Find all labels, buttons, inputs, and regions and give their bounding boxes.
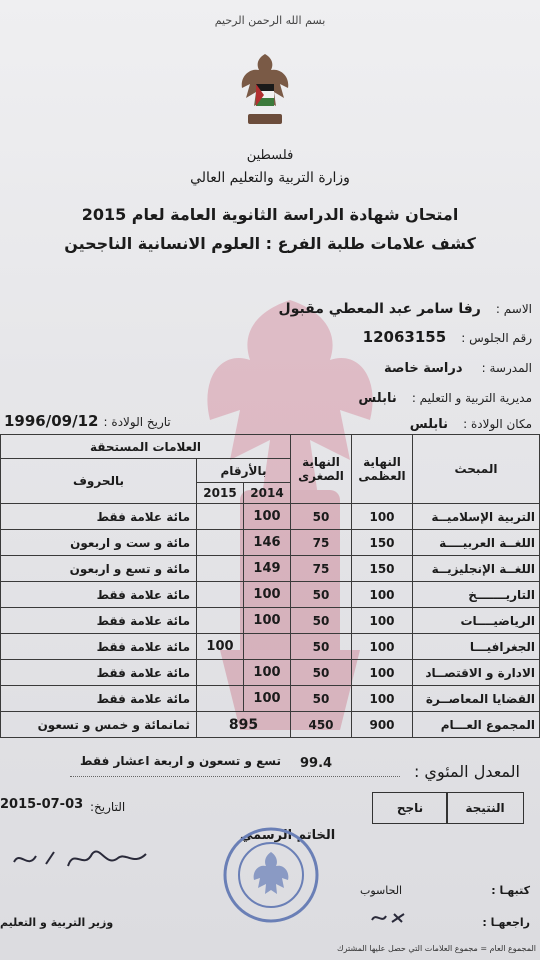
grade-2014-cell: 146 bbox=[244, 530, 291, 556]
school-row bbox=[12, 357, 532, 376]
grade-2015-cell bbox=[197, 530, 244, 556]
grade-2015-cell bbox=[197, 582, 244, 608]
name-row bbox=[12, 298, 532, 317]
grade-2014-cell: 149 bbox=[244, 556, 291, 582]
subject-cell: الرياضيــــات bbox=[413, 608, 540, 634]
col-earned: العلامات المستحقة bbox=[1, 435, 291, 459]
school-label: المدرسة : bbox=[481, 361, 532, 375]
grade-2015-cell: 100 bbox=[197, 634, 244, 660]
min-cell: 50 bbox=[291, 634, 352, 660]
date-value: 2015-07-03 bbox=[0, 797, 84, 812]
seat-number: 12063155 bbox=[362, 328, 447, 346]
grade-2015-cell bbox=[197, 504, 244, 530]
max-cell: 100 bbox=[352, 504, 413, 530]
grade-2014-cell: 100 bbox=[244, 582, 291, 608]
min-cell: 50 bbox=[291, 686, 352, 712]
col-min: النهاية الصغرى bbox=[291, 435, 352, 504]
min-cell: 50 bbox=[291, 660, 352, 686]
subject-cell: الادارة و الاقتصــاد bbox=[413, 660, 540, 686]
grade-2014-cell: 100 bbox=[244, 660, 291, 686]
table-row bbox=[1, 530, 540, 556]
ministry-name: وزارة التربية والتعليم العالي bbox=[190, 170, 350, 186]
subject-cell: التربية الإسلاميــة bbox=[413, 504, 540, 530]
subject-cell: القضايا المعاصــرة bbox=[413, 686, 540, 712]
directorate-row bbox=[12, 387, 532, 406]
table-row bbox=[1, 608, 540, 634]
col-max: النهاية العظمى bbox=[352, 435, 413, 504]
grade-words-cell: مائة و تسع و اربعون bbox=[1, 556, 197, 582]
max-cell: 150 bbox=[352, 556, 413, 582]
table-row bbox=[1, 582, 540, 608]
directorate-label: مديرية التربية و التعليم : bbox=[411, 391, 532, 405]
grade-words-cell: مائة علامة فقط bbox=[1, 660, 197, 686]
grade-words-cell: مائة علامة فقط bbox=[1, 686, 197, 712]
student-name: رفا سامر عبد المعطي مقبول bbox=[278, 301, 481, 317]
birthplace-value: نابلس bbox=[409, 417, 449, 432]
school-name: دراسة خاصة bbox=[384, 361, 463, 376]
birthdate-row bbox=[4, 411, 244, 430]
col-digits: بالأرقام bbox=[197, 459, 291, 483]
grade-2015-cell bbox=[197, 686, 244, 712]
footnote: المجموع العام = مجموع العلامات التي حصل عليها المشترك bbox=[337, 944, 536, 953]
min-cell: 50 bbox=[291, 504, 352, 530]
max-cell: 100 bbox=[352, 608, 413, 634]
signature-icon bbox=[10, 840, 150, 880]
total-digits: 895 bbox=[197, 712, 291, 738]
palestine-eagle-emblem-icon bbox=[232, 52, 298, 132]
grade-2014-cell: 100 bbox=[244, 608, 291, 634]
subject-cell: اللغــة العربيــــة bbox=[413, 530, 540, 556]
birthplace-label: مكان الولادة : bbox=[463, 417, 532, 431]
grade-words-cell: مائة علامة فقط bbox=[1, 504, 197, 530]
min-cell: 75 bbox=[291, 556, 352, 582]
table-row bbox=[1, 660, 540, 686]
col-subject: المبحث bbox=[413, 435, 540, 504]
directorate-name: نابلس bbox=[358, 391, 397, 406]
reviewer-initials-icon bbox=[370, 908, 410, 928]
grade-2015-cell bbox=[197, 556, 244, 582]
date-label: التاريخ: bbox=[90, 800, 126, 814]
total-min: 450 bbox=[291, 712, 352, 738]
table-row bbox=[1, 504, 540, 530]
grade-words-cell: مائة علامة فقط bbox=[1, 634, 197, 660]
min-cell: 75 bbox=[291, 530, 352, 556]
grade-2015-cell bbox=[197, 608, 244, 634]
grade-2014-cell: 100 bbox=[244, 686, 291, 712]
grade-2014-cell: 100 bbox=[244, 504, 291, 530]
country-name: فلسطين bbox=[246, 148, 294, 163]
exam-subtitle: كشف علامات طلبة الفرع : العلوم الانسانية الناجحين bbox=[64, 234, 476, 253]
subject-cell: اللغــة الإنجليزيــة bbox=[413, 556, 540, 582]
grade-rows bbox=[1, 504, 540, 712]
seat-row bbox=[12, 327, 532, 346]
grades-table bbox=[0, 434, 540, 738]
subject-cell: التاريـــــــخ bbox=[413, 582, 540, 608]
written-by-value: الحاسوب bbox=[360, 884, 403, 897]
average-words: تسع و تسعون و اربعة اعشار فقط bbox=[80, 754, 282, 768]
official-seal-stamp-icon bbox=[222, 826, 320, 924]
total-row bbox=[1, 712, 540, 738]
minister-title: وزير التربية و التعليم bbox=[0, 916, 114, 929]
max-cell: 100 bbox=[352, 634, 413, 660]
table-row bbox=[1, 634, 540, 660]
birthdate-label: تاريخ الولادة : bbox=[103, 415, 171, 429]
max-cell: 100 bbox=[352, 686, 413, 712]
birthdate-value: 1996/09/12 bbox=[4, 412, 99, 430]
table-row bbox=[1, 556, 540, 582]
max-cell: 100 bbox=[352, 582, 413, 608]
birthplace-row bbox=[292, 413, 532, 432]
total-max: 900 bbox=[352, 712, 413, 738]
official-seal-label: الخاتم الرسمي bbox=[240, 828, 336, 843]
written-by-label: كتبهـا : bbox=[491, 884, 530, 897]
grade-words-cell: مائة و ست و اربعون bbox=[1, 530, 197, 556]
min-cell: 50 bbox=[291, 608, 352, 634]
table-row bbox=[1, 686, 540, 712]
col-words: بالحروف bbox=[1, 459, 197, 504]
name-label: الاسم : bbox=[495, 302, 532, 316]
total-words: ثمانمائة و خمس و تسعون bbox=[1, 712, 197, 738]
col-year-2014: 2014 bbox=[244, 483, 291, 504]
reviewed-by-label: راجعهـا : bbox=[482, 916, 530, 929]
subject-cell: الجغرافيـــا bbox=[413, 634, 540, 660]
grade-words-cell: مائة علامة فقط bbox=[1, 608, 197, 634]
min-cell: 50 bbox=[291, 582, 352, 608]
grade-2014-cell bbox=[244, 634, 291, 660]
grade-2015-cell bbox=[197, 660, 244, 686]
max-cell: 100 bbox=[352, 660, 413, 686]
exam-title: امتحان شهادة الدراسة الثانوية العامة لعام 2015 bbox=[81, 205, 459, 224]
seat-label: رقم الجلوس : bbox=[461, 331, 532, 345]
result-value: ناجح bbox=[372, 792, 448, 824]
max-cell: 150 bbox=[352, 530, 413, 556]
grade-words-cell: مائة علامة فقط bbox=[1, 582, 197, 608]
total-label: المجموع العـــام bbox=[413, 712, 540, 738]
average-label: المعدل المئوي : bbox=[413, 762, 520, 781]
average-value: 99.4 bbox=[300, 756, 333, 771]
col-year-2015: 2015 bbox=[197, 483, 244, 504]
result-label: النتيجة bbox=[446, 792, 524, 824]
basmala: بسم الله الرحمن الرحيم bbox=[214, 14, 326, 27]
